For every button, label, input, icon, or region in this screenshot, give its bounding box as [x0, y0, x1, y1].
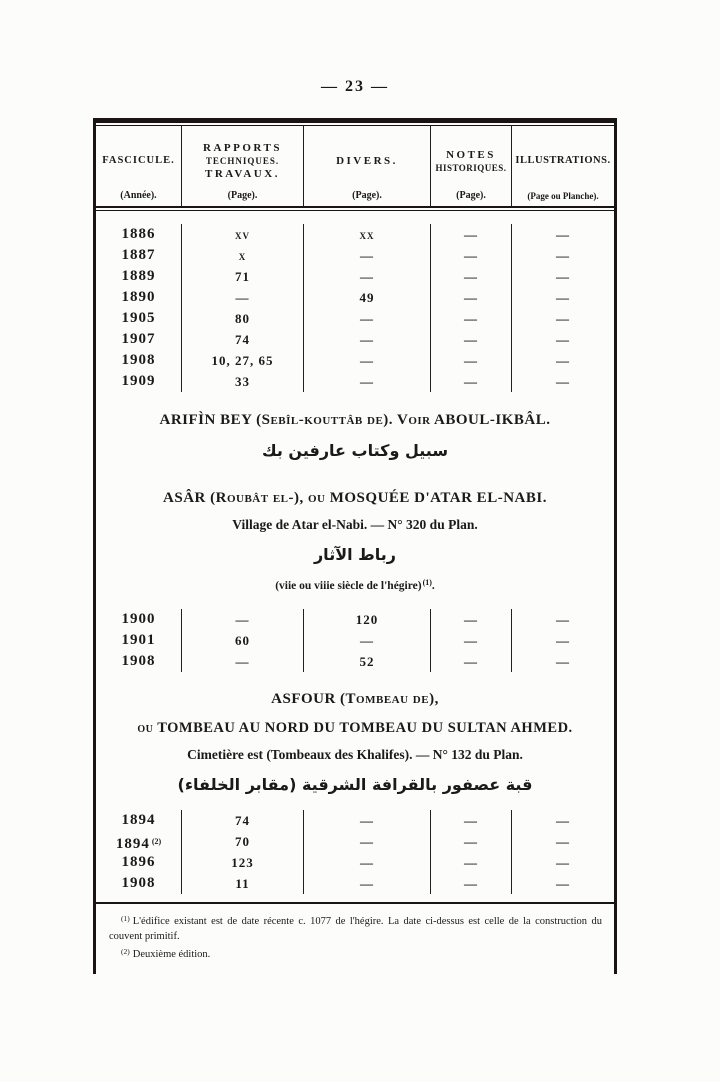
table-row — [96, 245, 614, 266]
column-subtitle: (Page). — [456, 190, 486, 201]
footnote-2 — [109, 944, 602, 962]
page-ref-cell: 49 — [304, 287, 431, 308]
page-ref-cell: 71 — [182, 266, 304, 287]
page-ref-cell: — — [431, 350, 512, 371]
page-ref-cell: — — [431, 329, 512, 350]
index-table-frame — [93, 118, 617, 974]
year-cell: 1887 — [96, 245, 182, 266]
year-cell: 1908 — [96, 873, 182, 894]
page-ref-cell: — — [431, 873, 512, 894]
page-ref-cell: — — [556, 612, 570, 627]
page-ref-cell: 33 — [182, 371, 304, 392]
page-ref-cell: — — [556, 269, 570, 284]
heading-line: ou TOMBEAU AU NORD DU TOMBEAU DU SULTAN AHMED. — [137, 720, 573, 736]
column-subtitle: (Page). — [227, 190, 258, 201]
heading-line: Village de Atar el-Nabi. — N° 320 du Plan. — [232, 517, 478, 532]
page-ref-cell: — — [556, 654, 570, 669]
column-title-group — [433, 148, 509, 174]
table-row — [96, 224, 614, 245]
page-ref-cell: — — [182, 609, 304, 630]
column-header-fascicule — [96, 126, 182, 206]
page-ref-cell: 60 — [182, 630, 304, 651]
footnote-ref: (2) — [151, 837, 162, 846]
page-ref-cell: — — [304, 308, 431, 329]
page-ref-cell: — — [556, 633, 570, 648]
page-ref-cell: — — [304, 630, 431, 651]
year-cell: 1894 — [96, 810, 182, 831]
page-ref-cell: — — [556, 311, 570, 326]
page-ref-cell: — — [556, 332, 570, 347]
column-title-secondary: HISTORIQUES. — [435, 162, 507, 173]
page-ref-cell: 120 — [304, 609, 431, 630]
page-ref-cell: — — [431, 651, 512, 672]
table-row — [96, 371, 614, 392]
heading-line: (viie ou viiie siècle de l'hégire)$^{(1)}$. — [275, 578, 435, 592]
section-heading-arifin-bey — [96, 410, 614, 473]
heading-line: ASFOUR (Tombeau de), — [271, 691, 439, 707]
table-header-row — [96, 126, 614, 208]
page-ref-cell: — — [304, 329, 431, 350]
page-ref-cell: xv — [182, 224, 304, 245]
table-row — [96, 308, 614, 329]
table-row — [96, 350, 614, 371]
column-title-secondary: TECHNIQUES. — [205, 155, 280, 166]
page-ref-cell: 80 — [182, 308, 304, 329]
page-ref-cell: — — [556, 248, 570, 263]
page-ref-cell: — — [182, 287, 304, 308]
table-row — [96, 852, 614, 873]
column-header-notes-historiques — [431, 126, 512, 206]
heading-line: ASÂR (Roubât el-), ou MOSQUÉE D'ATAR EL-NABI. — [163, 490, 547, 506]
footnote-marker: (1) — [121, 914, 130, 923]
page-ref-cell: 123 — [182, 852, 304, 873]
table-row — [96, 329, 614, 350]
page-ref-cell: — — [431, 266, 512, 287]
page-ref-cell: — — [556, 834, 570, 849]
arabic-title: سبيل وكتاب عارفين بك — [261, 441, 449, 460]
year-cell: 1894 $^{(2)}$ — [96, 831, 182, 855]
page-ref-cell: — — [304, 371, 431, 392]
page-ref-cell: — — [431, 810, 512, 831]
page-ref-cell: — — [304, 852, 431, 873]
column-title-group — [184, 141, 301, 181]
page-ref-cell: 74 — [182, 329, 304, 350]
year-cell: 1886 — [96, 224, 182, 245]
year-cell: 1896 — [96, 852, 182, 873]
table-row — [96, 609, 614, 630]
footnotes-section — [96, 902, 614, 974]
heading-line: ARIFÌN BEY (Sebîl-kouttâb de). Voir ABOUL-IKBÂL. — [159, 412, 551, 428]
column-title-group — [306, 154, 428, 168]
entry-rows-block-1 — [96, 211, 614, 395]
table-row — [96, 810, 614, 831]
footnote-1 — [109, 911, 602, 944]
page-ref-cell: 11 — [182, 873, 304, 894]
table-row — [96, 651, 614, 672]
footnote-text: Deuxième édition. — [132, 949, 211, 960]
column-title-group — [98, 154, 179, 168]
section-heading-asar — [96, 488, 614, 604]
column-title: TRAVAUX. — [205, 167, 280, 180]
column-subtitle: (Page). — [352, 190, 382, 201]
entry-rows-block-3 — [96, 807, 614, 895]
table-row — [96, 873, 614, 894]
page-ref-cell: — — [556, 876, 570, 891]
page-ref-cell: — — [304, 350, 431, 371]
column-title: NOTES — [446, 148, 496, 161]
year-cell: 1901 — [96, 630, 182, 651]
page-ref-cell: — — [431, 371, 512, 392]
year-cell: 1909 — [96, 371, 182, 392]
page-ref-cell: 52 — [304, 651, 431, 672]
page-ref-cell: — — [304, 873, 431, 894]
page-ref-cell: 74 — [182, 810, 304, 831]
year-cell: 1907 — [96, 329, 182, 350]
footnote-ref: (1) — [422, 578, 432, 587]
arabic-title: رباط الآثار — [313, 545, 397, 564]
column-subtitle: (Page ou Planche). — [527, 191, 599, 201]
page-ref-cell: — — [556, 290, 570, 305]
page-ref-cell: x — [182, 245, 304, 266]
section-heading-asfour — [96, 689, 614, 807]
page-ref-cell: — — [556, 813, 570, 828]
year-cell: 1889 — [96, 266, 182, 287]
column-title: FASCICULE. — [102, 154, 175, 166]
page-ref-cell: — — [431, 224, 512, 245]
page-ref-cell: — — [431, 609, 512, 630]
table-row — [96, 630, 614, 651]
page-ref-cell: — — [431, 308, 512, 329]
page-ref-cell: — — [556, 353, 570, 368]
year-cell: 1908 — [96, 651, 182, 672]
page-ref-cell: — — [182, 651, 304, 672]
table-row — [96, 266, 614, 287]
column-title: DIVERS. — [336, 154, 398, 167]
year-cell: 1890 — [96, 287, 182, 308]
page-ref-cell: — — [431, 852, 512, 873]
page-ref-cell: 10, 27, 65 — [182, 350, 304, 371]
column-header-divers — [304, 126, 431, 206]
page-ref-cell: xx — [304, 224, 431, 245]
page-ref-cell: — — [556, 855, 570, 870]
table-body — [96, 210, 614, 895]
page-ref-cell: — — [556, 227, 570, 242]
column-header-illustrations — [512, 126, 614, 206]
page-ref-cell: — — [431, 287, 512, 308]
year-cell: 1908 — [96, 350, 182, 371]
column-subtitle: (Année). — [120, 190, 157, 201]
footnote-marker: (2) — [121, 947, 130, 956]
page-ref-cell: — — [304, 245, 431, 266]
page-ref-cell: — — [431, 831, 512, 855]
page-ref-cell: — — [431, 630, 512, 651]
page-ref-cell: — — [556, 374, 570, 389]
column-title: RAPPORTS — [203, 141, 282, 154]
heading-line: Cimetière est (Tombeaux des Khalifes). — N° 132 du Plan. — [187, 747, 523, 762]
column-title: ILLUSTRATIONS. — [515, 155, 611, 166]
table-row — [96, 287, 614, 308]
page-ref-cell: — — [431, 245, 512, 266]
page-ref-cell: — — [304, 266, 431, 287]
page-ref-cell: — — [304, 831, 431, 855]
entry-rows-block-2 — [96, 604, 614, 674]
year-cell: 1905 — [96, 308, 182, 329]
column-title-group — [514, 154, 612, 168]
page-ref-cell: 70 — [182, 831, 304, 855]
column-header-rapports-travaux — [182, 126, 304, 206]
table-row — [96, 831, 614, 852]
page-number: — 23 — — [321, 78, 389, 95]
footnote-text: L'édifice existant est de date récente c. 1077 de l'hégire. La date ci-dessus est celle de la construction du couvent primitif. — [109, 916, 602, 942]
arabic-title: قبة عصفور بالقرافة الشرقية (مقابر الخلفاء) — [177, 775, 533, 794]
year-cell: 1900 — [96, 609, 182, 630]
page-ref-cell: — — [304, 810, 431, 831]
